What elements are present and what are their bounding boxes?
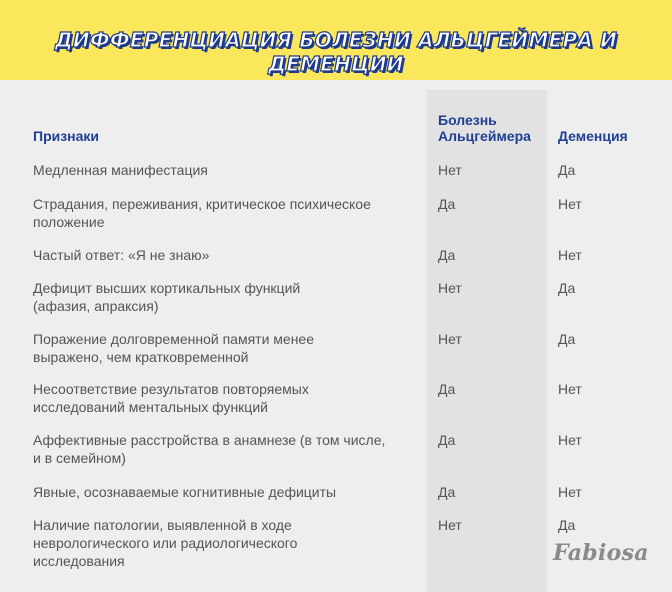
- title-banner: [0, 0, 672, 80]
- sign-cell: Частый ответ: «Я не знаю»: [33, 247, 210, 263]
- comparison-table: [0, 80, 672, 592]
- column-header-dementia: Деменция: [558, 128, 628, 144]
- dementia-cell: Нет: [558, 196, 582, 212]
- sign-cell: Медленная манифестация: [33, 162, 208, 178]
- alzheimer-cell: Нет: [438, 280, 462, 296]
- sign-cell: Поражение долговременной памяти менее выражено, чем кратковременной: [33, 331, 314, 365]
- dementia-cell: Да: [558, 280, 576, 296]
- alzheimer-cell: Нет: [438, 517, 462, 533]
- dementia-cell: Нет: [558, 432, 582, 448]
- sign-cell: Несоответствие результатов повторяемых исследований ментальных функций: [33, 381, 309, 415]
- sign-cell: Страдания, переживания, критическое психическое положение: [33, 196, 371, 230]
- alzheimer-cell: Да: [438, 196, 456, 212]
- alzheimer-cell: Нет: [438, 162, 462, 178]
- dementia-cell: Да: [558, 331, 576, 347]
- dementia-cell: Нет: [558, 247, 582, 263]
- alzheimer-cell: Да: [438, 484, 456, 500]
- alzheimer-cell: Да: [438, 432, 456, 448]
- sign-cell: Явные, осознаваемые когнитивные дефициты: [33, 484, 337, 500]
- dementia-cell: Нет: [558, 484, 582, 500]
- column-header-signs: Признаки: [33, 128, 100, 144]
- column-header-alzheimer: Болезнь Альцгеймера: [438, 112, 531, 144]
- sign-cell: Наличие патологии, выявленной в ходе неврологического или радиологического исследования: [33, 517, 298, 569]
- dementia-cell: Да: [558, 162, 576, 178]
- dementia-cell: Да: [558, 517, 576, 533]
- sign-cell: Аффективные расстройства в анамнезе (в том числе, и в семейном): [33, 432, 386, 466]
- dementia-cell: Нет: [558, 381, 582, 397]
- sign-cell: Дефицит высших кортикальных функций (афазия, апраксия): [33, 280, 301, 314]
- alzheimer-cell: Да: [438, 381, 456, 397]
- alzheimer-cell: Нет: [438, 331, 462, 347]
- page-title: ДИФФЕРЕНЦИАЦИЯ БОЛЕЗНИ АЛЬЦГЕЙМЕРА И ДЕМЕНЦИИ: [54, 28, 618, 76]
- fabiosa-logo: Fabiosa: [553, 540, 649, 566]
- alzheimer-cell: Да: [438, 247, 456, 263]
